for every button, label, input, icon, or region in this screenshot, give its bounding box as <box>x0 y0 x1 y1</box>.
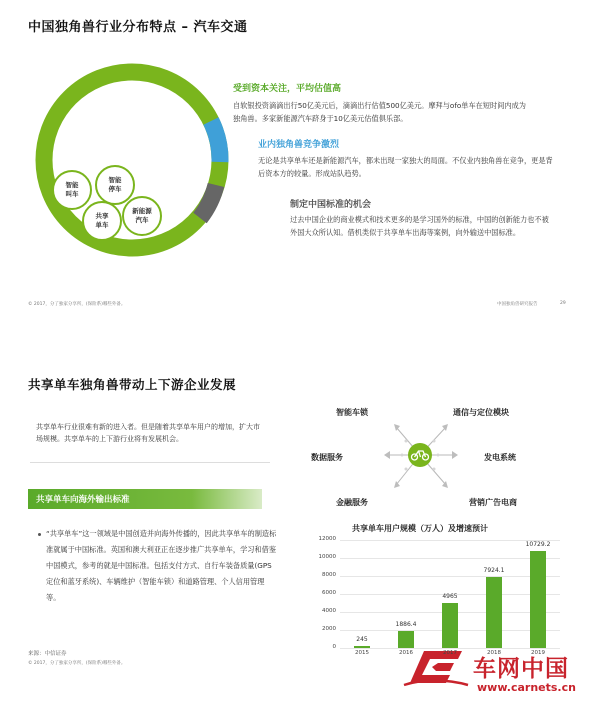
hub-item-data-service: 数据服务 <box>311 453 343 462</box>
section-standard-title: 制定中国标准的机会 <box>290 200 372 210</box>
source-text: 来源：中信证券 <box>28 651 67 657</box>
chart-x-tick: 2017 <box>443 650 457 656</box>
slide1-page-number: 29 <box>560 301 566 306</box>
chart-gridline <box>340 648 560 649</box>
chart-x-tick: 2015 <box>355 650 369 656</box>
intro-text: 共享单车行业很难有新的进入者。但是随着共享单车用户的增加，扩大市场规模。共享单车的上下游行业将有发展机会。 <box>36 423 260 443</box>
chart-y-tick: 2000 <box>322 626 336 632</box>
chart-value-label: 1886.4 <box>395 621 417 629</box>
chart-value-label: 245 <box>356 635 368 643</box>
circle-shared-bike: 共享 单车 <box>82 201 122 241</box>
intro-divider <box>30 462 270 463</box>
section-capital-title: 受到资本关注，平均估值高 <box>233 84 342 94</box>
chart-bar <box>530 551 546 648</box>
section-standard-body: 过去中国企业的商业模式和技术更多的是学习国外的标准，中国的创新能力也不被外国大众所认知。借机类似于共享单车出海等案例，向外输送中国标准。 <box>290 215 549 237</box>
chart-x-tick: 2019 <box>531 650 545 656</box>
chart-y-tick: 6000 <box>322 590 336 596</box>
chart-title: 共享单车用户规模（万人）及增速预计 <box>352 524 488 533</box>
slide1-footer-right: 中国独角兽研究报告 <box>497 302 538 307</box>
chart-gridline <box>340 558 560 559</box>
banner-text: 共享单车向海外输出标准 <box>36 495 130 505</box>
hub-item-marketing: 营销广告电商 <box>469 498 517 507</box>
chart-gridline <box>340 576 560 577</box>
hub-item-power: 发电系统 <box>484 453 516 462</box>
chart-value-label: 10729.2 <box>525 541 551 549</box>
chart-value-label: 4965 <box>442 593 458 601</box>
slide2-footer-left: © 2017，分了独家分享所，(保险系)哪些外备。 <box>28 661 126 666</box>
chart-bar <box>398 631 414 648</box>
chart-bar <box>442 603 458 648</box>
chart-x-tick: 2018 <box>487 650 501 656</box>
hub-diagram <box>370 405 470 505</box>
chart-bar <box>486 577 502 648</box>
chart-bar <box>354 646 370 648</box>
chart-x-tick: 2016 <box>399 650 413 656</box>
bullet-dot <box>38 533 41 536</box>
slide2-title: 共享单车独角兽带动上下游企业发展 <box>28 377 237 392</box>
chart-value-label: 7924.1 <box>483 566 505 574</box>
section-competition-title: 业内独角兽竞争激烈 <box>258 140 340 150</box>
chart-y-tick: 10000 <box>318 554 336 560</box>
bullet-text: “共享单车”这一领域是中国创造并向海外传播的，因此共享单车的制造标准就属于中国标准。英国和澳大利亚正在逐步推广共享单车，学习和借鉴中国模式，参考的就是中国标准。包括支付方式、自行车装备质量(GPS定位和蓝牙系统)、车辆维护（智能车锁）和道路管理、个人信用管理等。 <box>46 529 277 602</box>
section-competition-body: 无论是共享单车还是新能源汽车，都未出现一家独大的局面。不仅业内独角兽在竞争，更是背后资本方的较量。形成站队趋势。 <box>258 156 553 178</box>
slide1-footer-left: © 2017，分了独家分享所，(保险系)哪些外备。 <box>28 302 126 307</box>
chart-y-tick: 0 <box>332 644 336 650</box>
circle-smart-taxi: 智能 叫车 <box>52 170 92 210</box>
hub-item-finance: 金融服务 <box>336 498 368 507</box>
chart-y-tick: 8000 <box>322 572 336 578</box>
chart-y-tick: 4000 <box>322 608 336 614</box>
circle-smart-parking: 智能 停车 <box>95 165 135 205</box>
hub-item-smart-lock: 智能车锁 <box>336 408 368 417</box>
chart-y-tick: 12000 <box>318 536 336 542</box>
section-capital-body: 自软银投资滴滴出行50亿美元后，滴滴出行估值500亿美元。摩拜与ofo单车在短时间内成为独角兽。多家新能源汽车跻身于10亿美元估值俱乐部。 <box>233 101 526 123</box>
watermark-url: www.carnets.cn <box>477 681 576 694</box>
watermark-brand: 车网中国 <box>473 656 569 682</box>
hub-item-communication: 通信与定位模块 <box>453 408 509 417</box>
circle-new-energy-car: 新能源 汽车 <box>122 196 162 236</box>
slide1-title: 中国独角兽行业分布特点 – 汽车交通 <box>28 20 248 35</box>
